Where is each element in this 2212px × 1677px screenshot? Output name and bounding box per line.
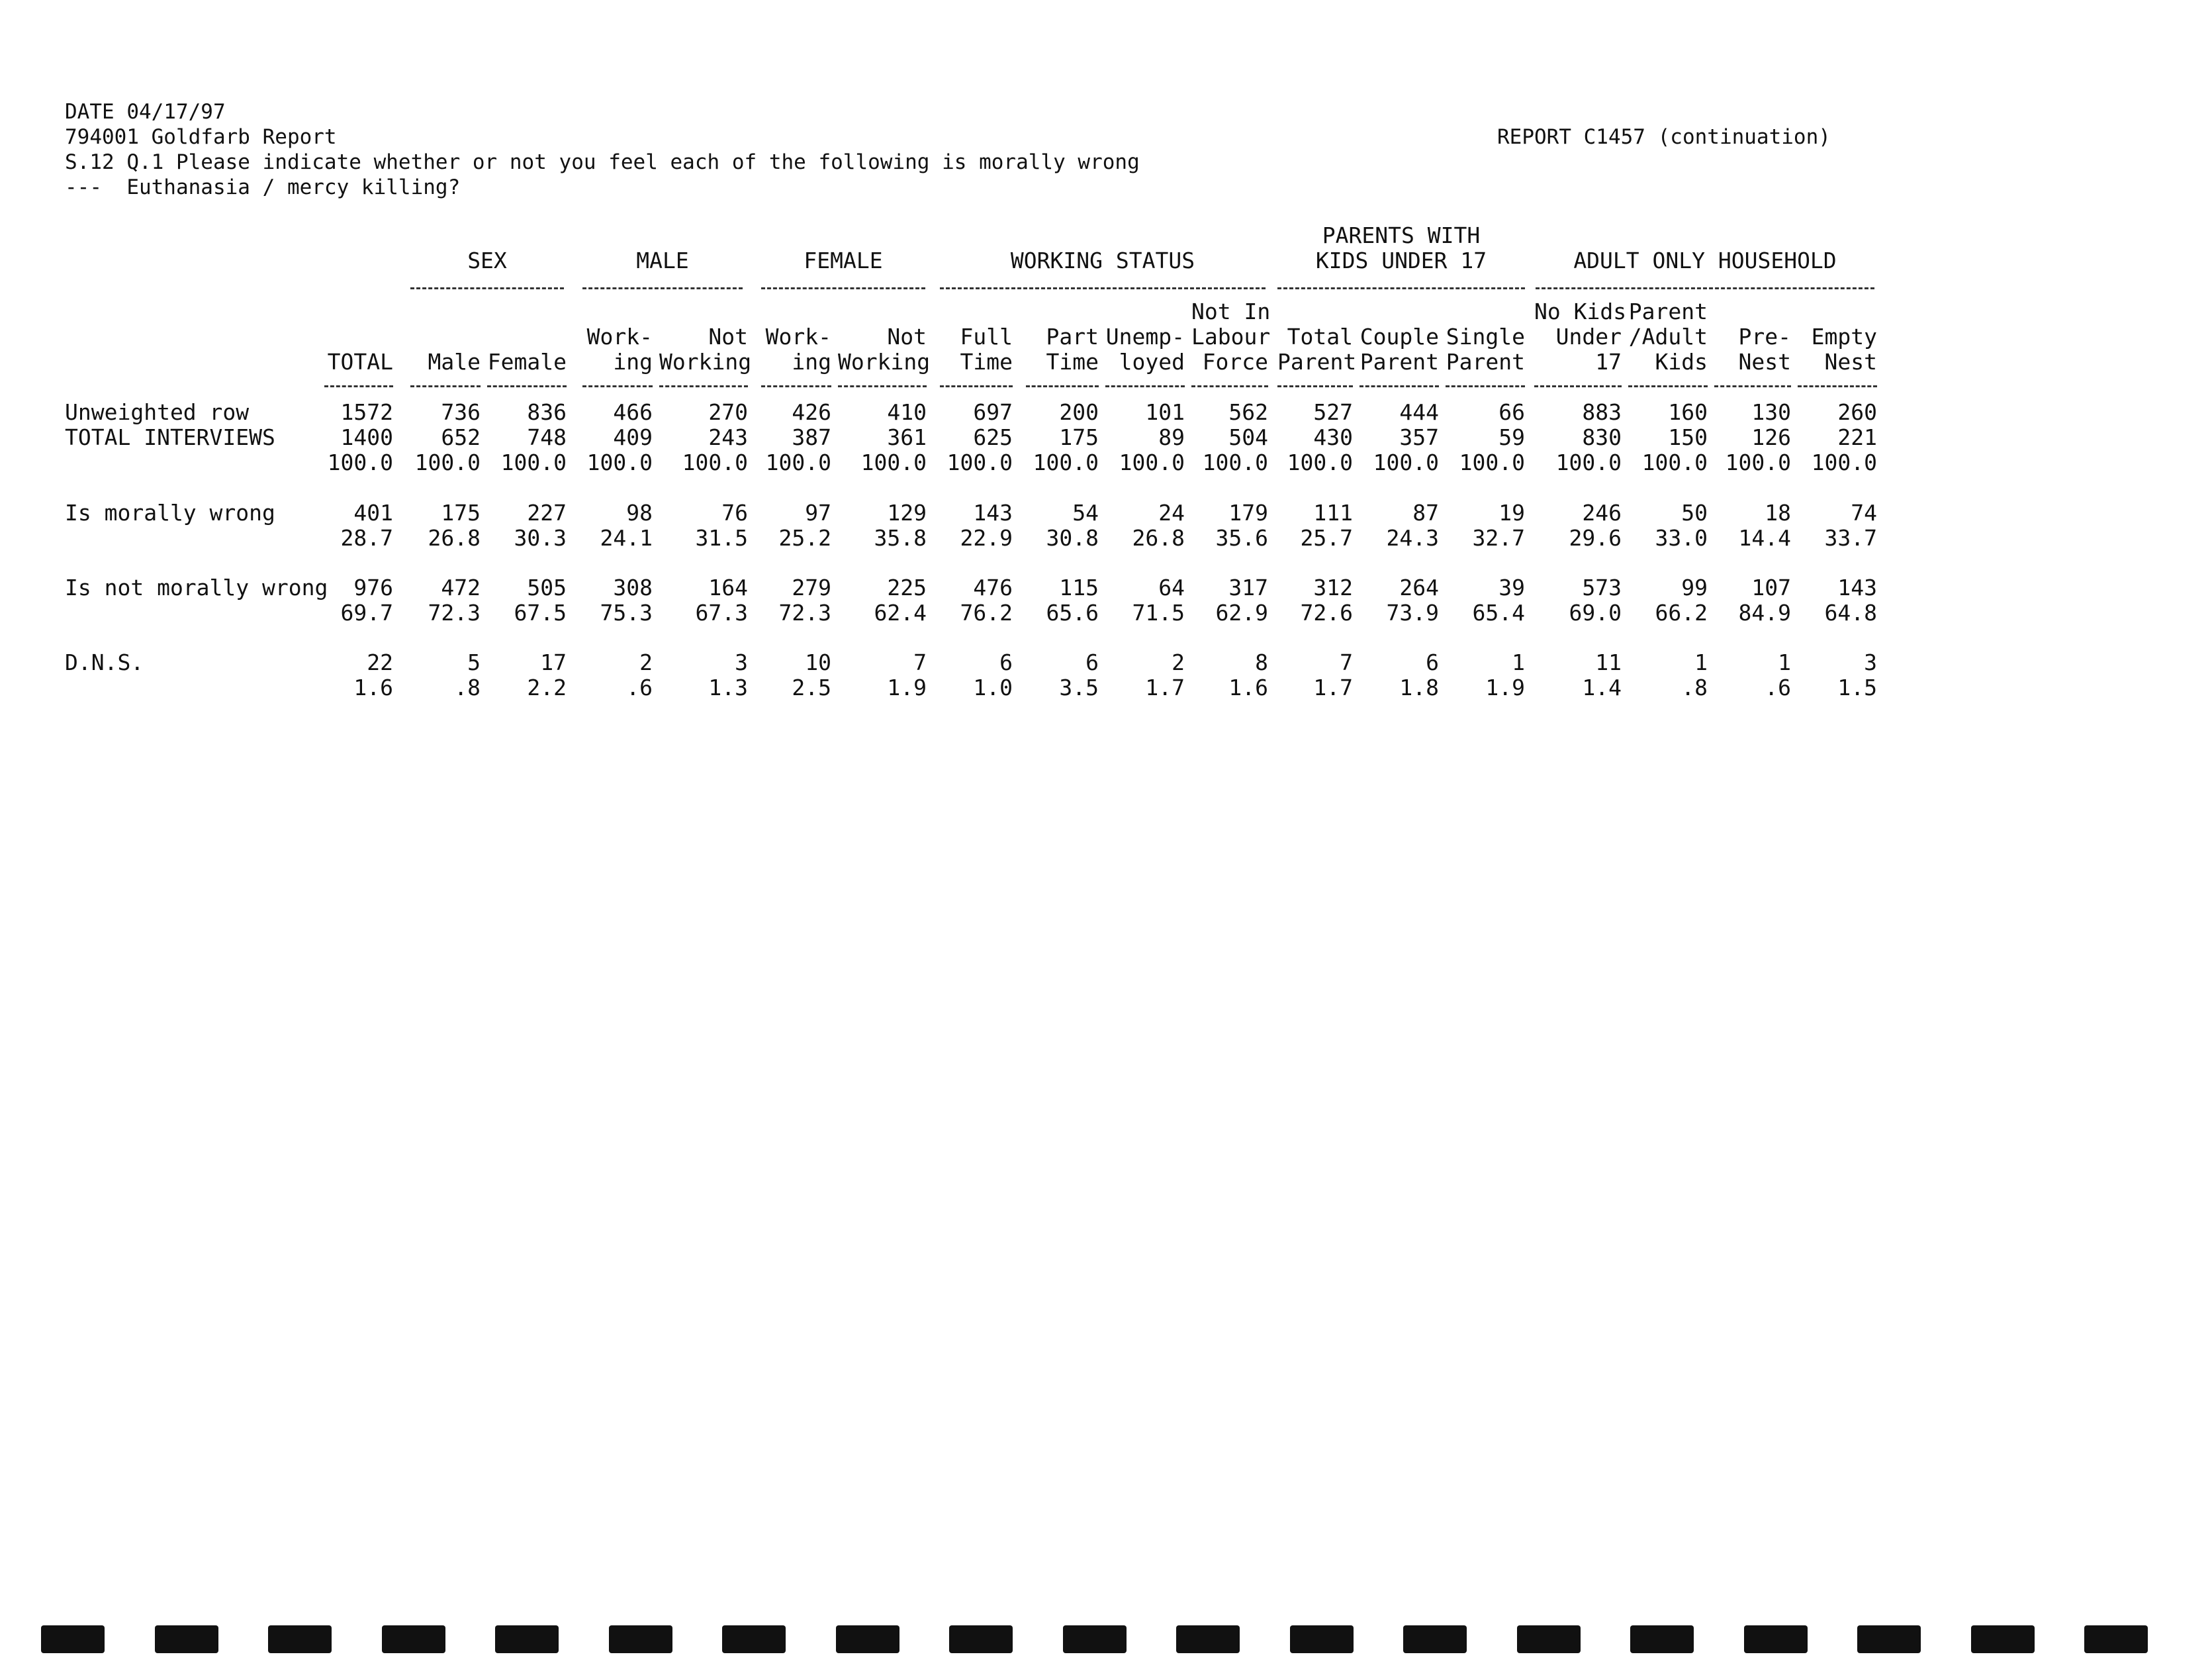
col-header-male-not-working: Not Working [659, 324, 752, 375]
table-cell: 625 [973, 424, 1013, 450]
table-cell: 1.9 [1485, 675, 1525, 700]
col-underline [838, 385, 927, 387]
col-header-pre-nest: Pre- Nest [1738, 324, 1791, 375]
table-cell: 129 [887, 500, 927, 526]
table-cell: 26.8 [428, 525, 481, 551]
table-cell: 748 [527, 424, 567, 450]
registration-mark [1063, 1625, 1127, 1653]
table-cell: 26.8 [1132, 525, 1185, 551]
table-cell: 111 [1313, 500, 1353, 526]
col-header-part-time: Part Time [1046, 324, 1099, 375]
table-cell: 64 [1158, 575, 1185, 600]
table-cell: 100.0 [1641, 450, 1708, 475]
table-cell: 100.0 [1287, 450, 1353, 475]
table-cell: 164 [708, 575, 748, 600]
col-underline [487, 385, 567, 387]
table-cell: 39 [1498, 575, 1525, 600]
table-cell: 59 [1498, 424, 1525, 450]
table-cell: 562 [1228, 399, 1268, 425]
table-cell: 2.5 [792, 675, 831, 700]
col-header-female-not-working: Not Working [838, 324, 931, 375]
table-cell: 25.2 [778, 525, 831, 551]
table-cell: 243 [708, 424, 748, 450]
col-header-single-parent: Single Parent [1446, 324, 1525, 375]
registration-mark [495, 1625, 559, 1653]
row-label: TOTAL INTERVIEWS [65, 424, 275, 450]
table-cell: 62.4 [874, 600, 927, 626]
table-cell: 100.0 [1202, 450, 1268, 475]
table-cell: 264 [1399, 575, 1439, 600]
table-cell: 24 [1158, 500, 1185, 526]
table-cell: 72.3 [778, 600, 831, 626]
subquestion-text: --- Euthanasia / mercy killing? [65, 175, 461, 199]
col-underline [1714, 385, 1791, 387]
table-cell: 97 [805, 500, 831, 526]
table-cell: 312 [1313, 575, 1353, 600]
table-cell: 100.0 [946, 450, 1013, 475]
registration-mark [1857, 1625, 1921, 1653]
table-cell: 1400 [340, 424, 393, 450]
group-male-underline [582, 287, 743, 289]
col-underline [1191, 385, 1268, 387]
table-cell: 65.4 [1472, 600, 1525, 626]
table-cell: 1.0 [973, 675, 1013, 700]
table-cell: 100.0 [1459, 450, 1525, 475]
col-underline [1277, 385, 1353, 387]
question-text: S.12 Q.1 Please indicate whether or not you feel each of the following is morally wrong [65, 150, 1140, 174]
table-cell: 225 [887, 575, 927, 600]
group-male: MALE [636, 248, 689, 273]
table-cell: 100.0 [1725, 450, 1791, 475]
table-cell: 2 [1172, 649, 1185, 675]
table-cell: 573 [1582, 575, 1622, 600]
registration-mark [609, 1625, 672, 1653]
table-cell: 401 [353, 500, 393, 526]
table-cell: 200 [1059, 399, 1099, 425]
table-cell: 100.0 [860, 450, 927, 475]
table-cell: 17 [540, 649, 567, 675]
col-underline [410, 385, 481, 387]
table-cell: 98 [626, 500, 653, 526]
row-label: Is not morally wrong [65, 575, 328, 600]
table-cell: 28.7 [340, 525, 393, 551]
group-parents-with-kids: PARENTS WITH KIDS UNDER 17 [1315, 222, 1487, 273]
row-label: Is morally wrong [65, 500, 275, 526]
table-cell: 100.0 [1811, 450, 1877, 475]
table-cell: 100.0 [682, 450, 748, 475]
table-cell: 221 [1837, 424, 1877, 450]
table-cell: 426 [792, 399, 831, 425]
registration-mark [155, 1625, 218, 1653]
table-cell: 76 [721, 500, 748, 526]
table-cell: 66 [1498, 399, 1525, 425]
row-label: D.N.S. [65, 649, 144, 675]
table-cell: 6 [999, 649, 1013, 675]
table-cell: 830 [1582, 424, 1622, 450]
table-cell: 35.6 [1215, 525, 1268, 551]
col-header-female: Female [487, 349, 567, 375]
report-name: 794001 Goldfarb Report [65, 125, 337, 149]
table-cell: 3.5 [1059, 675, 1099, 700]
table-cell: 75.3 [600, 600, 653, 626]
report-date: DATE 04/17/97 [65, 100, 226, 124]
table-cell: 72.6 [1300, 600, 1353, 626]
registration-mark [1176, 1625, 1240, 1653]
table-cell: 227 [527, 500, 567, 526]
table-cell: 6 [1426, 649, 1439, 675]
registration-mark [268, 1625, 332, 1653]
table-cell: 143 [973, 500, 1013, 526]
col-underline [1446, 385, 1525, 387]
table-cell: 1 [1512, 649, 1525, 675]
table-cell: 357 [1399, 424, 1439, 450]
table-cell: 472 [441, 575, 481, 600]
table-cell: .6 [1765, 675, 1791, 700]
table-cell: .8 [1681, 675, 1708, 700]
group-working-underline [940, 287, 1266, 289]
col-underline [324, 385, 393, 387]
table-cell: 410 [887, 399, 927, 425]
table-cell: 1.8 [1399, 675, 1439, 700]
table-cell: 150 [1668, 424, 1708, 450]
table-cell: 54 [1072, 500, 1099, 526]
table-cell: 2.2 [527, 675, 567, 700]
table-cell: 69.0 [1569, 600, 1622, 626]
table-cell: 5 [467, 649, 481, 675]
table-cell: 8 [1255, 649, 1268, 675]
table-cell: 74 [1851, 500, 1877, 526]
table-cell: 1.6 [353, 675, 393, 700]
table-cell: 87 [1412, 500, 1439, 526]
group-parents-underline [1277, 287, 1525, 289]
group-sex: SEX [467, 248, 507, 273]
table-cell: 2 [639, 649, 653, 675]
table-cell: 3 [1864, 649, 1877, 675]
table-cell: 1.7 [1313, 675, 1353, 700]
registration-mark [1744, 1625, 1808, 1653]
table-cell: 1 [1694, 649, 1708, 675]
report-id: REPORT C1457 (continuation) [1497, 125, 1831, 149]
table-cell: 11 [1595, 649, 1622, 675]
table-cell: 505 [527, 575, 567, 600]
table-cell: 361 [887, 424, 927, 450]
col-underline [1105, 385, 1185, 387]
table-cell: 476 [973, 575, 1013, 600]
registration-mark [1971, 1625, 2035, 1653]
table-cell: 175 [441, 500, 481, 526]
col-header-empty-nest: Empty Nest [1811, 324, 1877, 375]
table-cell: 76.2 [960, 600, 1013, 626]
col-header-female-working: Work- ing [765, 324, 831, 375]
registration-mark [2084, 1625, 2148, 1653]
table-cell: 99 [1681, 575, 1708, 600]
table-cell: 697 [973, 399, 1013, 425]
table-cell: 100.0 [765, 450, 831, 475]
table-cell: 19 [1498, 500, 1525, 526]
table-cell: 1.6 [1228, 675, 1268, 700]
registration-mark [1403, 1625, 1467, 1653]
table-cell: 1.9 [887, 675, 927, 700]
registration-mark [1630, 1625, 1694, 1653]
col-underline [1359, 385, 1439, 387]
table-cell: 444 [1399, 399, 1439, 425]
table-cell: 130 [1751, 399, 1791, 425]
table-cell: 143 [1837, 575, 1877, 600]
table-cell: 308 [613, 575, 653, 600]
col-underline [659, 385, 748, 387]
table-cell: 107 [1751, 575, 1791, 600]
table-cell: 246 [1582, 500, 1622, 526]
table-cell: 62.9 [1215, 600, 1268, 626]
table-cell: 160 [1668, 399, 1708, 425]
table-cell: 1.4 [1582, 675, 1622, 700]
table-cell: 100.0 [1119, 450, 1185, 475]
table-cell: 33.0 [1655, 525, 1708, 551]
registration-mark [382, 1625, 445, 1653]
group-working-status: WORKING STATUS [1010, 248, 1195, 273]
table-cell: 976 [353, 575, 393, 600]
col-header-not-in-labour-force: Not In Labour Force [1191, 299, 1271, 375]
registration-mark [722, 1625, 786, 1653]
col-underline [1628, 385, 1708, 387]
table-cell: 7 [913, 649, 927, 675]
table-cell: 430 [1313, 424, 1353, 450]
table-cell: 1572 [340, 399, 393, 425]
col-underline [1798, 385, 1877, 387]
table-cell: 100.0 [1033, 450, 1099, 475]
table-cell: 100.0 [500, 450, 567, 475]
table-cell: 29.6 [1569, 525, 1622, 551]
col-header-no-kids-under-17: No Kids Under 17 [1534, 299, 1627, 375]
table-cell: 89 [1158, 424, 1185, 450]
table-cell: 31.5 [695, 525, 748, 551]
col-header-parent-adult-kids: Parent /Adult Kids [1628, 299, 1708, 375]
table-cell: 22.9 [960, 525, 1013, 551]
table-cell: 883 [1582, 399, 1622, 425]
table-cell: 24.1 [600, 525, 653, 551]
registration-mark [949, 1625, 1013, 1653]
table-cell: 179 [1228, 500, 1268, 526]
table-cell: .8 [454, 675, 481, 700]
table-cell: 101 [1145, 399, 1185, 425]
table-cell: 279 [792, 575, 831, 600]
table-cell: 126 [1751, 424, 1791, 450]
table-cell: 14.4 [1738, 525, 1791, 551]
table-cell: 72.3 [428, 600, 481, 626]
table-cell: 73.9 [1386, 600, 1439, 626]
table-cell: 100.0 [1555, 450, 1622, 475]
table-cell: 32.7 [1472, 525, 1525, 551]
table-cell: 7 [1340, 649, 1353, 675]
col-underline [1026, 385, 1099, 387]
table-cell: 67.3 [695, 600, 748, 626]
col-header-total: TOTAL [327, 349, 393, 375]
table-cell: 317 [1228, 575, 1268, 600]
table-cell: 1.5 [1837, 675, 1877, 700]
registration-mark [836, 1625, 899, 1653]
table-cell: 33.7 [1824, 525, 1877, 551]
table-cell: 22 [367, 649, 393, 675]
table-cell: 652 [441, 424, 481, 450]
table-cell: 18 [1765, 500, 1791, 526]
group-sex-underline [410, 287, 564, 289]
col-underline [761, 385, 831, 387]
table-cell: .6 [626, 675, 653, 700]
table-cell: 260 [1837, 399, 1877, 425]
table-cell: 30.3 [514, 525, 567, 551]
group-female-underline [761, 287, 925, 289]
col-header-male-working: Work- ing [586, 324, 653, 375]
col-header-total-parent: Total Parent [1277, 324, 1357, 375]
col-underline [940, 385, 1013, 387]
table-cell: 100.0 [1373, 450, 1439, 475]
table-cell: 115 [1059, 575, 1099, 600]
table-cell: 100.0 [414, 450, 481, 475]
table-cell: 35.8 [874, 525, 927, 551]
registration-mark [41, 1625, 105, 1653]
table-cell: 30.8 [1046, 525, 1099, 551]
table-cell: 504 [1228, 424, 1268, 450]
table-cell: 65.6 [1046, 600, 1099, 626]
table-cell: 10 [805, 649, 831, 675]
table-cell: 67.5 [514, 600, 567, 626]
table-cell: 527 [1313, 399, 1353, 425]
row-label: Unweighted row [65, 399, 250, 425]
col-header-male: Male [428, 349, 481, 375]
registration-mark [1290, 1625, 1354, 1653]
col-underline [582, 385, 653, 387]
table-cell: 466 [613, 399, 653, 425]
col-underline [1534, 385, 1622, 387]
table-cell: 3 [735, 649, 748, 675]
table-cell: 71.5 [1132, 600, 1185, 626]
table-cell: 64.8 [1824, 600, 1877, 626]
table-cell: 1 [1778, 649, 1791, 675]
table-cell: 409 [613, 424, 653, 450]
table-cell: 84.9 [1738, 600, 1791, 626]
scan-registration-marks [0, 1625, 2212, 1658]
table-cell: 25.7 [1300, 525, 1353, 551]
col-header-couple-parent: Couple Parent [1359, 324, 1439, 375]
table-cell: 836 [527, 399, 567, 425]
table-cell: 24.3 [1386, 525, 1439, 551]
table-cell: 175 [1059, 424, 1099, 450]
col-header-full-time: Full Time [960, 324, 1013, 375]
group-female: FEMALE [804, 248, 883, 273]
table-cell: 100.0 [586, 450, 653, 475]
col-header-unemployed: Unemp- loyed [1105, 324, 1185, 375]
table-cell: 387 [792, 424, 831, 450]
table-cell: 69.7 [340, 600, 393, 626]
group-adult-underline [1536, 287, 1874, 289]
registration-mark [1517, 1625, 1581, 1653]
table-cell: 6 [1085, 649, 1099, 675]
table-cell: 50 [1681, 500, 1708, 526]
table-cell: 736 [441, 399, 481, 425]
table-cell: 100.0 [327, 450, 393, 475]
table-cell: 1.7 [1145, 675, 1185, 700]
table-cell: 270 [708, 399, 748, 425]
table-cell: 1.3 [708, 675, 748, 700]
table-cell: 66.2 [1655, 600, 1708, 626]
group-adult-only-household: ADULT ONLY HOUSEHOLD [1573, 248, 1837, 273]
